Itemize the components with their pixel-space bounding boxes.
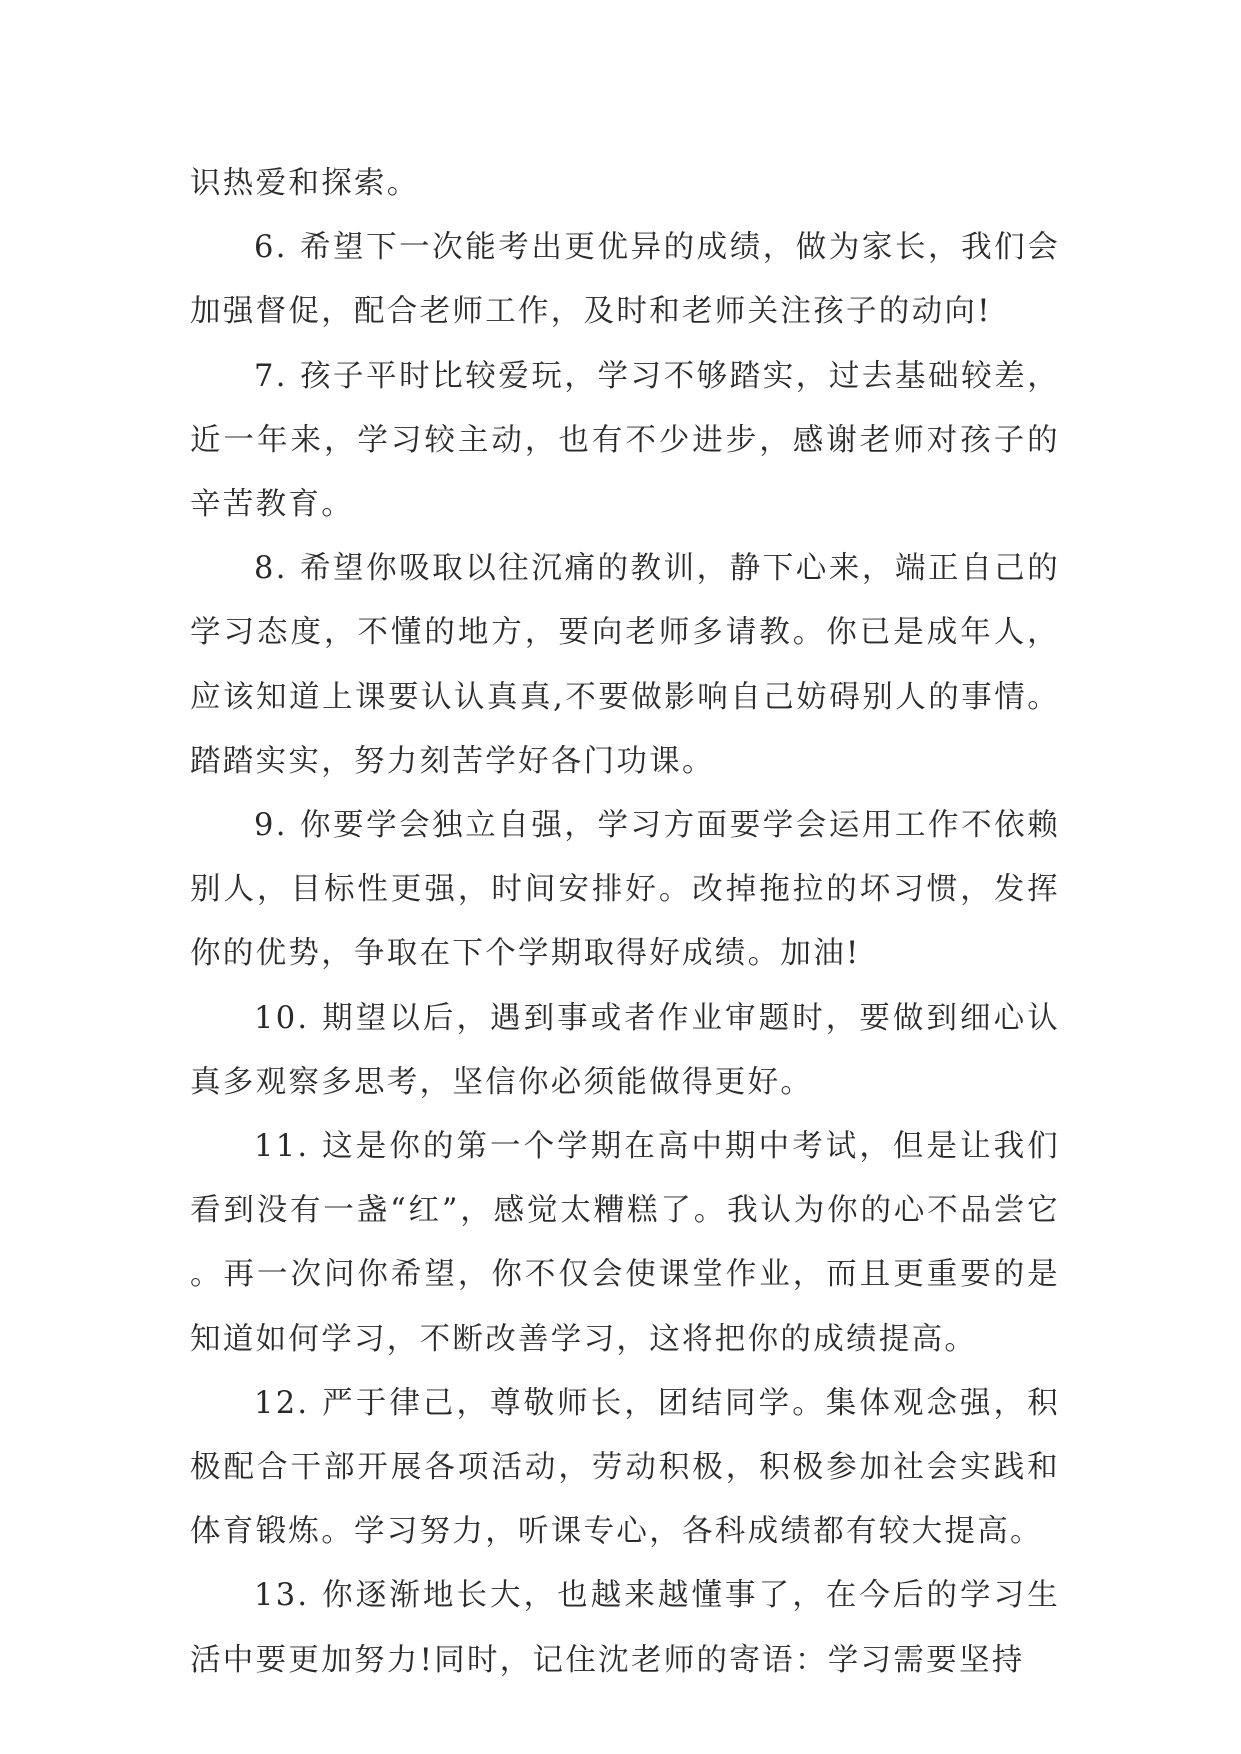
paragraph-item-13: 13. 你逐渐地长大，也越来越懂事了，在今后的学习生活中要更加努力!同时，记住沈老师的寄语：学习需要坚持 <box>190 1578 1060 1678</box>
paragraph-item-10: 10. 期望以后，遇到事或者作业审题时，要做到细心认真多观察多思考，坚信你必须能做得更好。 <box>190 1000 1060 1100</box>
paragraph-item-6: 6. 希望下一次能考出更优异的成绩，做为家长，我们会加强督促，配合老师工作，及时和老师关注孩子的动向! <box>190 230 1060 330</box>
paragraph-item-11: 11. 这是你的第一个学期在高中期中考试，但是让我们看到没有一盏“红”，感觉太糟糕了。我认为你的心不品尝它。再一次问你希望，你不仅会使课堂作业，而且更重要的是知道如何学习，不断改善学习，这将把你的成绩提高。 <box>190 1129 1060 1357</box>
paragraph-item-7: 7. 孩子平时比较爱玩，学习不够踏实，过去基础较差，近一年来，学习较主动，也有不少进步，感谢老师对孩子的辛苦教育。 <box>190 358 1060 523</box>
paragraph-item-8: 8. 希望你吸取以往沉痛的教训，静下心来，端正自己的学习态度，不懂的地方，要向老师多请教。你已是成年人，应该知道上课要认认真真,不要做影响自己妨碍别人的事情。踏踏实实，努力刻苦学好各门功课。 <box>190 551 1060 779</box>
document-body <box>190 152 1060 1693</box>
paragraph-continuation: 识热爱和探索。 <box>190 166 420 201</box>
paragraph-item-9: 9. 你要学会独立自强，学习方面要学会运用工作不依赖别人，目标性更强，时间安排好。改掉拖拉的坏习惯，发挥你的优势，争取在下个学期取得好成绩。加油! <box>190 808 1060 972</box>
paragraph-item-12: 12. 严于律己，尊敬师长，团结同学。集体观念强，积极配合干部开展各项活动，劳动积极，积极参加社会实践和体育锻炼。学习努力，听课专心，各科成绩都有较大提高。 <box>190 1385 1060 1550</box>
